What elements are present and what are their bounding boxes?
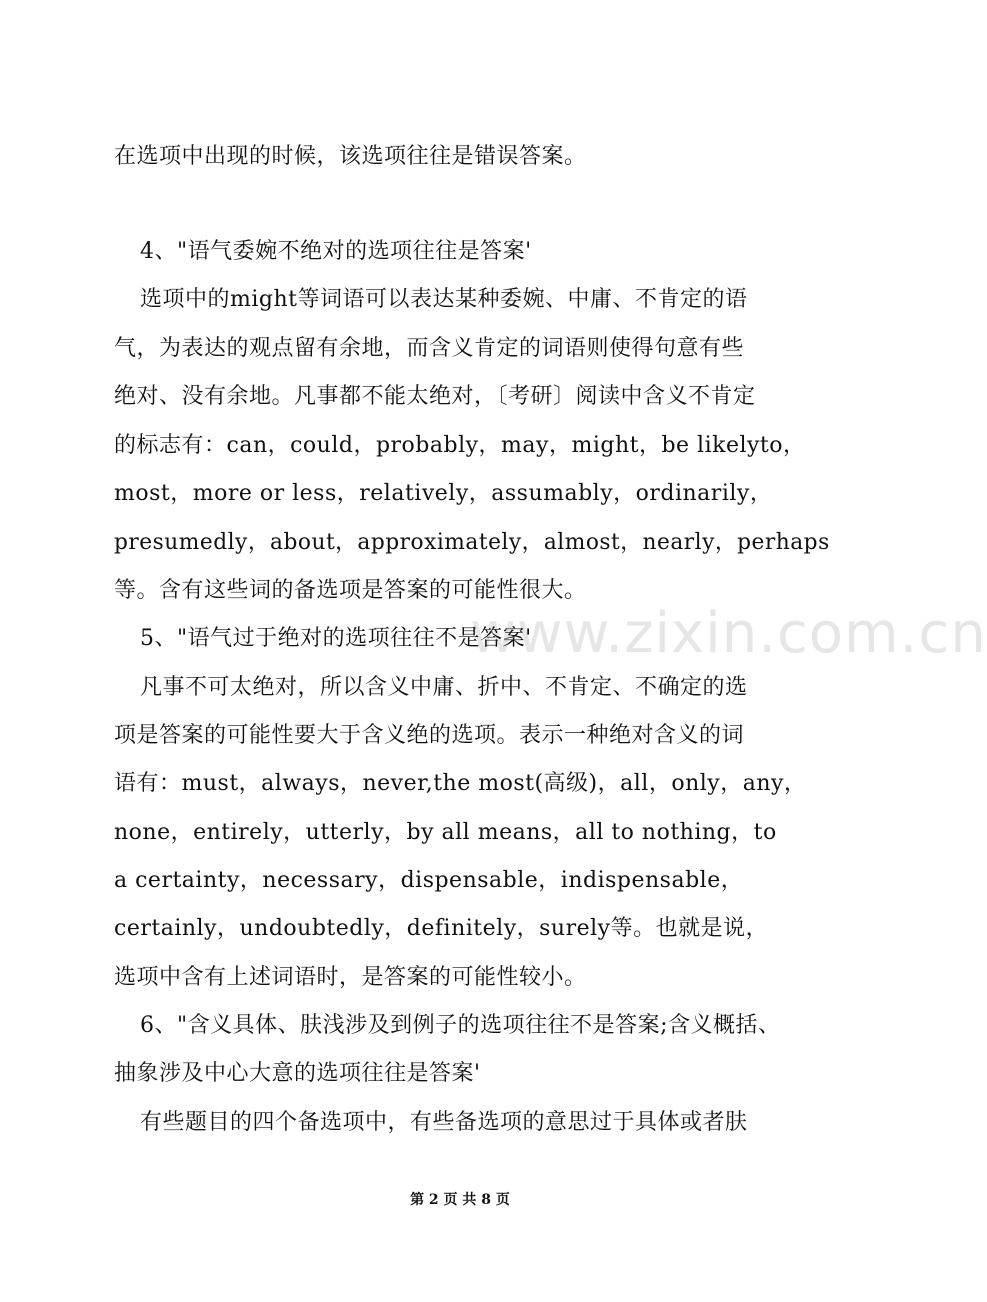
text-line: presumedly，about，approximately，almost，nearly，perhaps xyxy=(114,530,830,555)
text-line: 抽象涉及中心大意的选项往往是答案' xyxy=(114,1061,481,1086)
watermark: www.zixin.com.cn xyxy=(470,601,987,666)
heading-4: 4、"语气委婉不绝对的选项往往是答案' xyxy=(140,239,532,264)
text-line: a certainty，necessary，dispensable，indispensable， xyxy=(114,868,744,893)
heading-5: 5、"语气过于绝对的选项往往不是答案' xyxy=(140,626,532,651)
text-line: 选项中含有上述词语时，是答案的可能性较小。 xyxy=(114,965,587,990)
page-number-footer: 第 2 页 共 8 页 xyxy=(410,1192,510,1208)
text-line: 选项中的might等词语可以表达某种委婉、中庸、不肯定的语 xyxy=(140,287,748,312)
text-line: 等。含有这些词的备选项是答案的可能性很大。 xyxy=(114,578,587,603)
text-line: 项是答案的可能性要大于含义绝的选项。表示一种绝对含义的词 xyxy=(114,723,745,748)
text-line: 气，为表达的观点留有余地，而含义肯定的词语则使得句意有些 xyxy=(114,336,745,361)
text-line: 绝对、没有余地。凡事都不能太绝对，〔考研〕阅读中含义不肯定 xyxy=(114,384,756,409)
text-line: most，more or less，relatively，assumably，ordinarily， xyxy=(114,481,773,506)
text-line: 语有：must，always，never,the most(高级)，all，only，any， xyxy=(114,771,807,796)
text-line: 凡事不可太绝对，所以含义中庸、折中、不肯定、不确定的选 xyxy=(140,675,748,700)
text-line: 有些题目的四个备选项中，有些备选项的意思过于具体或者肤 xyxy=(140,1110,748,1135)
text-line: 的标志有：can，could，probably，may，might，be likelyto， xyxy=(114,433,806,458)
text-line: certainly，undoubtedly，definitely，surely等。也就是说， xyxy=(114,916,769,941)
text-line: 在选项中出现的时候，该选项往往是错误答案。 xyxy=(114,144,587,169)
heading-6: 6、"含义具体、肤浅涉及到例子的选项往往不是答案;含义概括、 xyxy=(140,1013,781,1038)
text-line: none，entirely，utterly，by all means，all to nothing，to xyxy=(114,820,777,845)
